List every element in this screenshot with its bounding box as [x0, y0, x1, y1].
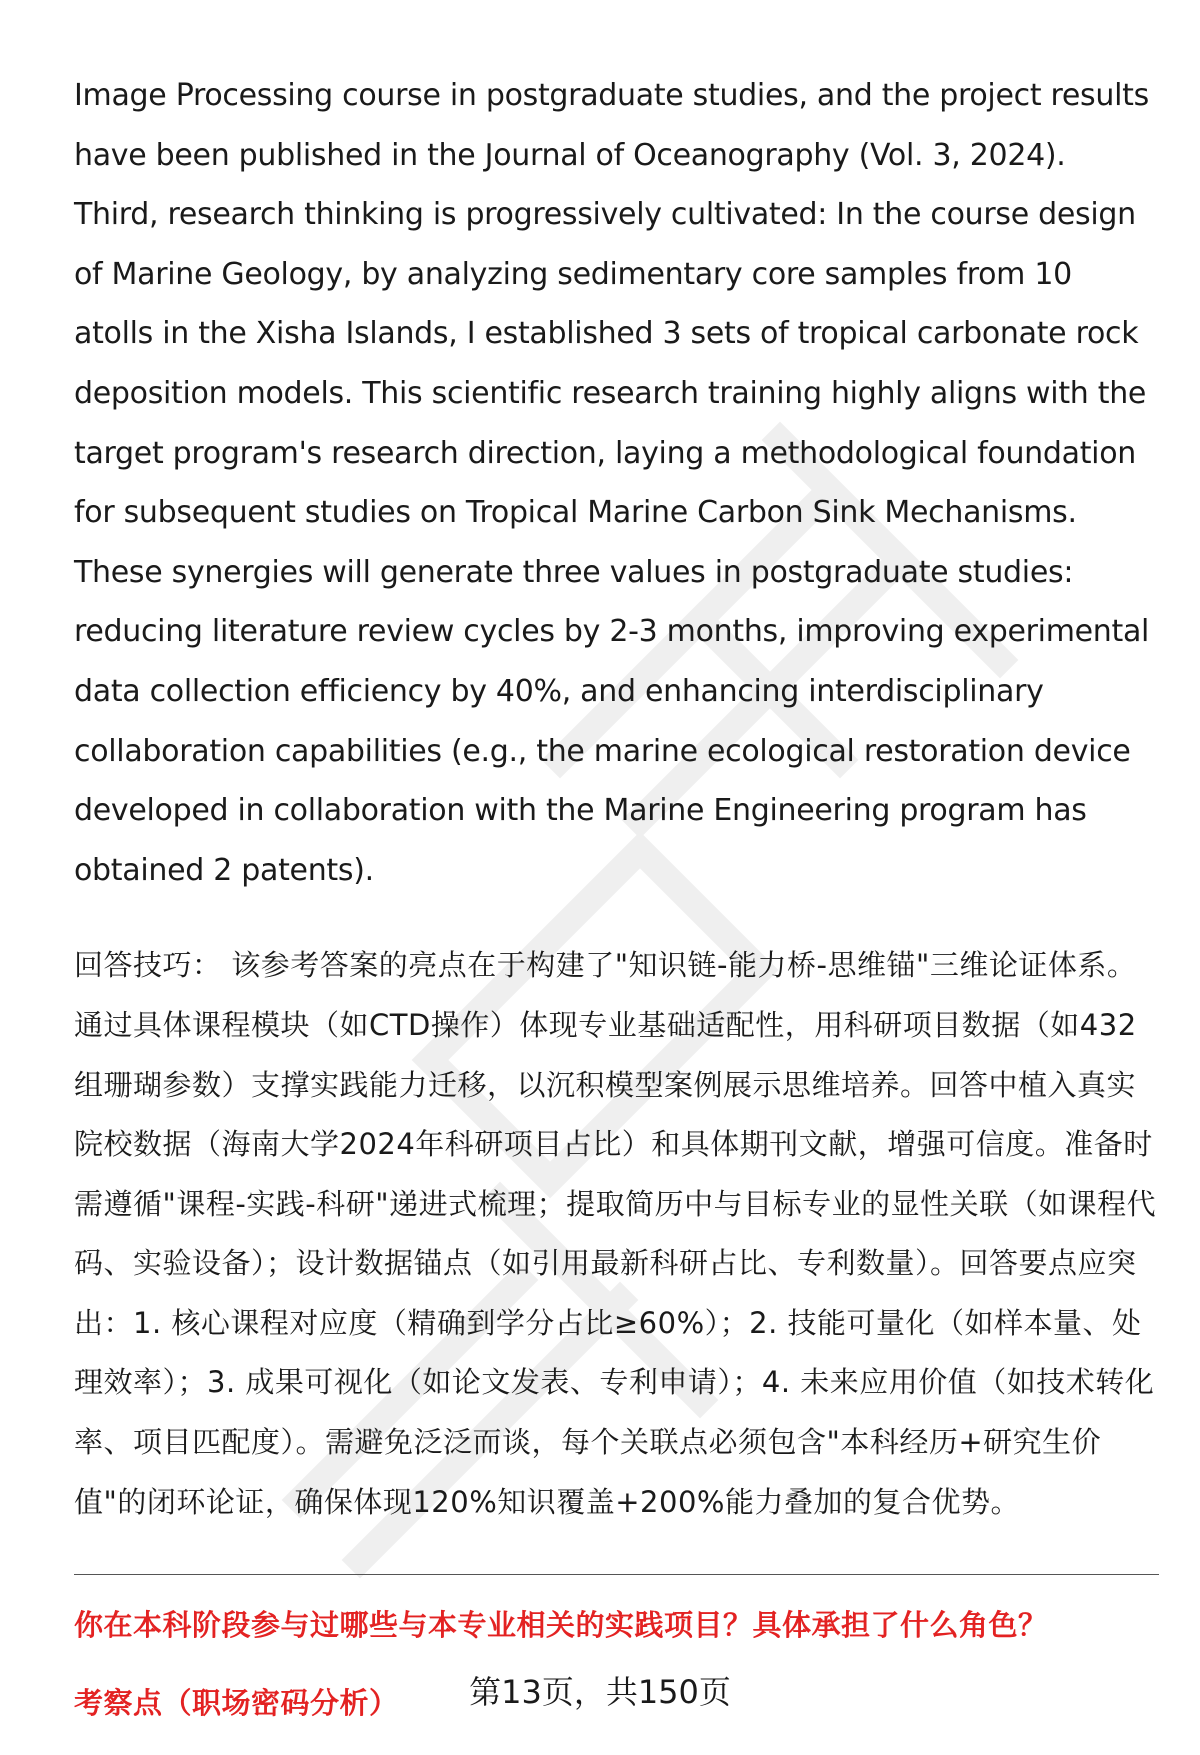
assessment-point-heading: 考察点（职场密码分析） — [74, 1686, 399, 1721]
answer-tips-paragraph: 回答技巧： 该参考答案的亮点在于构建了"知识链-能力桥-思维锚"三维论证体系。通过具体课程模块（如CTD操作）体现专业基础适配性，用科研项目数据（如432组珊瑚参数）支撑实践能力迁移，以沉积模型案例展示思维培养。回答中植入真实院校数据（海南大学2024年科研项目占比）和具体期刊文献，增强可信度。准备时需遵循"课程-实践-科研"递进式梳理；提取简历中与目标专业的显性关联（如课程代码、实验设备）；设计数据锚点（如引用最新科研占比、专利数量）。回答要点应突出：1. 核心课程对应度（精确到学分占比≥60%）；2. 技能可量化（如样本量、处理效率）；3. 成果可视化（如论文发表、专利申请）；4. 未来应用价值（如技术转化率、项目匹配度）。需避免泛泛而谈，每个关联点必须包含"本科经历+研究生价值"的闭环论证，确保体现120%知识覆盖+200%能力叠加的复合优势。 — [74, 948, 1157, 1519]
body-paragraph-english: Image Processing course in postgraduate studies, and the project results have been published in the Journal of Oceanography (Vol. 3, 2024). Third, research thinking is progressively cultivated: In the course design of Marine Geology, by analyzing sedimentary core samples from 10 atolls in the Xisha Islands, I established 3 sets of tropical carbonate rock deposition models. This scientific research training highly aligns with the target program's research direction, laying a methodological foundation for subsequent studies on Tropical Marine Carbon Sink Mechanisms. These synergies will generate three values in postgraduate studies: reducing literature review cycles by 2-3 months, improving experimental data collection efficiency by 40%, and enhancing interdisciplinary collaboration capabilities (e.g., the marine ecological restoration device developed in collaboration with the Marine Engineering program has obtained 2 patents). — [74, 78, 1150, 888]
page-number: 第13页，共150页 — [469, 1673, 731, 1711]
interview-question-heading: 你在本科阶段参与过哪些与本专业相关的实践项目？具体承担了什么角色？ — [74, 1608, 1048, 1643]
document-content — [74, 66, 1159, 1723]
section-divider — [74, 1574, 1159, 1575]
